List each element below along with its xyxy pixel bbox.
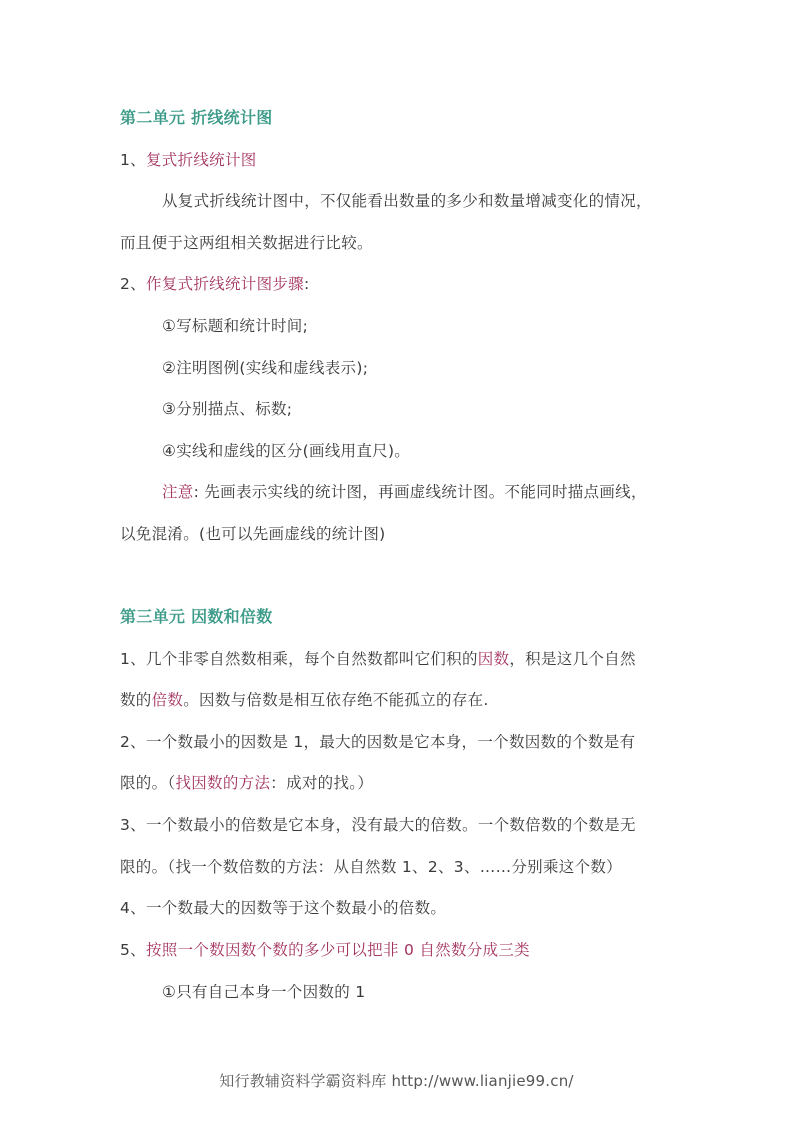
item-number: 5、 [120,941,146,959]
term-multiple: 倍数 [151,691,184,709]
text: 。因数与倍数是相互依存绝不能孤立的存在. [183,691,489,709]
step-1: ①写标题和统计时间; [162,317,309,335]
note-text: : 先画表示实线的统计图，再画虚线统计图。不能同时描点画线， [193,483,647,501]
unit2-item2 [120,274,310,294]
unit2-item1 [120,150,257,170]
text: 1、几个非零自然数相乘，每个自然数都叫它们积的 [120,650,478,668]
item-title: 复式折线统计图 [145,151,257,169]
footer-watermark: 知行教辅资料学霸资料库 http://www.lianjie99.cn/ [219,1072,574,1090]
unit2-heading: 第二单元 折线统计图 [120,108,273,127]
note-line1 [162,482,647,502]
unit3-p3-line1: 3、一个数最小的倍数是它本身，没有最大的倍数。一个数倍数的个数是无 [120,816,636,834]
unit3-p5-item1: ①只有自己本身一个因数的 1 [162,983,366,1001]
colon: : [303,275,310,293]
text: 限的。（ [120,774,176,792]
unit2-item1-para-line1: 从复式折线统计图中，不仅能看出数量的多少和数量增减变化的情况， [162,192,652,210]
unit3-p3-line2: 限的。（找一个数倍数的方法：从自然数 1、2、3、……分别乘这个数） [120,858,622,876]
unit3-p2-line1: 2、一个数最小的因数是 1，最大的因数是它本身，一个数因数的个数是有 [120,733,636,751]
unit3-p5 [120,940,530,960]
item-number: 1、 [120,151,146,169]
unit2-item1-para-line2: 而且便于这两组相关数据进行比较。 [120,234,373,252]
note-label: 注意 [162,483,194,501]
item-title: 按照一个数因数个数的多少可以把非 0 自然数分成三类 [145,941,530,959]
term-factor: 因数 [477,650,510,668]
unit3-heading: 第三单元 因数和倍数 [120,607,273,626]
step-4: ④实线和虚线的区分(画线用直尺)。 [162,442,411,460]
unit3-p1-line1 [120,649,636,669]
text: ，积是这几个自然 [509,650,636,668]
unit3-p2-line2 [120,773,373,793]
unit3-p1-line2 [120,690,489,710]
note-line2: 以免混淆。(也可以先画虚线的统计图) [120,525,386,543]
step-3: ③分别描点、标数; [162,400,293,418]
method-label: 找因数的方法 [175,774,271,792]
text: 数的 [120,691,152,709]
step-2: ②注明图例(实线和虚线表示); [162,359,369,377]
text: ：成对的找。） [270,774,374,792]
unit3-p4: 4、一个数最大的因数等于这个数最小的倍数。 [120,899,447,917]
item-number: 2、 [120,275,146,293]
item-title: 作复式折线统计图步骤 [145,275,304,293]
